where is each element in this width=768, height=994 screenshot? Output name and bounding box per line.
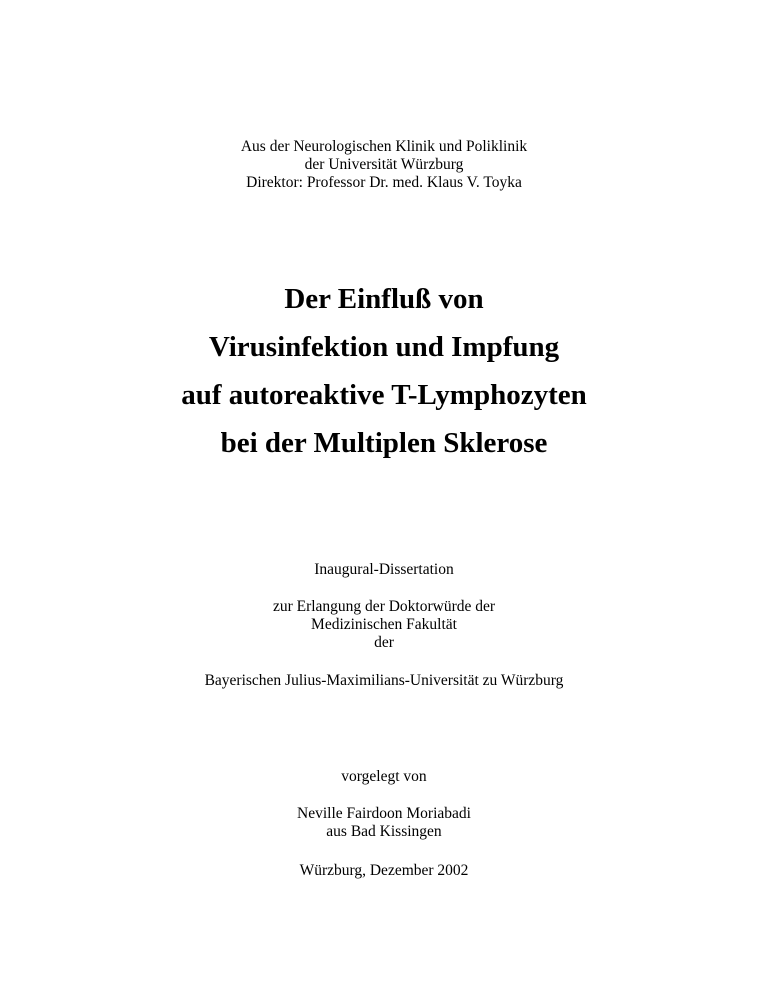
institution-director: Direktor: Professor Dr. med. Klaus V. Toyka <box>246 174 522 191</box>
title-line-1: Der Einfluß von <box>284 283 484 315</box>
dissertation-university: Bayerischen Julius-Maximilians-Universität zu Würzburg <box>204 672 564 689</box>
title-line-4: bei der Multiplen Sklerose <box>220 427 548 459</box>
author-name: Neville Fairdoon Moriabadi <box>297 805 471 822</box>
author-origin: aus Bad Kissingen <box>326 823 442 840</box>
place-date: Würzburg, Dezember 2002 <box>299 862 469 879</box>
title-line-3: auf autoreaktive T-Lymphozyten <box>181 379 587 411</box>
title-line-2: Virusinfektion und Impfung <box>208 331 560 363</box>
dissertation-purpose-line-2: Medizinischen Fakultät <box>311 616 457 633</box>
dissertation-purpose-line-3: der <box>374 634 394 651</box>
dissertation-type: Inaugural-Dissertation <box>314 561 454 578</box>
institution-university: der Universität Würzburg <box>304 156 464 173</box>
presented-by: vorgelegt von <box>341 768 427 785</box>
institution-clinic: Aus der Neurologischen Klinik und Poliklinik <box>240 138 528 155</box>
dissertation-purpose-line-1: zur Erlangung der Doktorwürde der <box>272 598 496 615</box>
